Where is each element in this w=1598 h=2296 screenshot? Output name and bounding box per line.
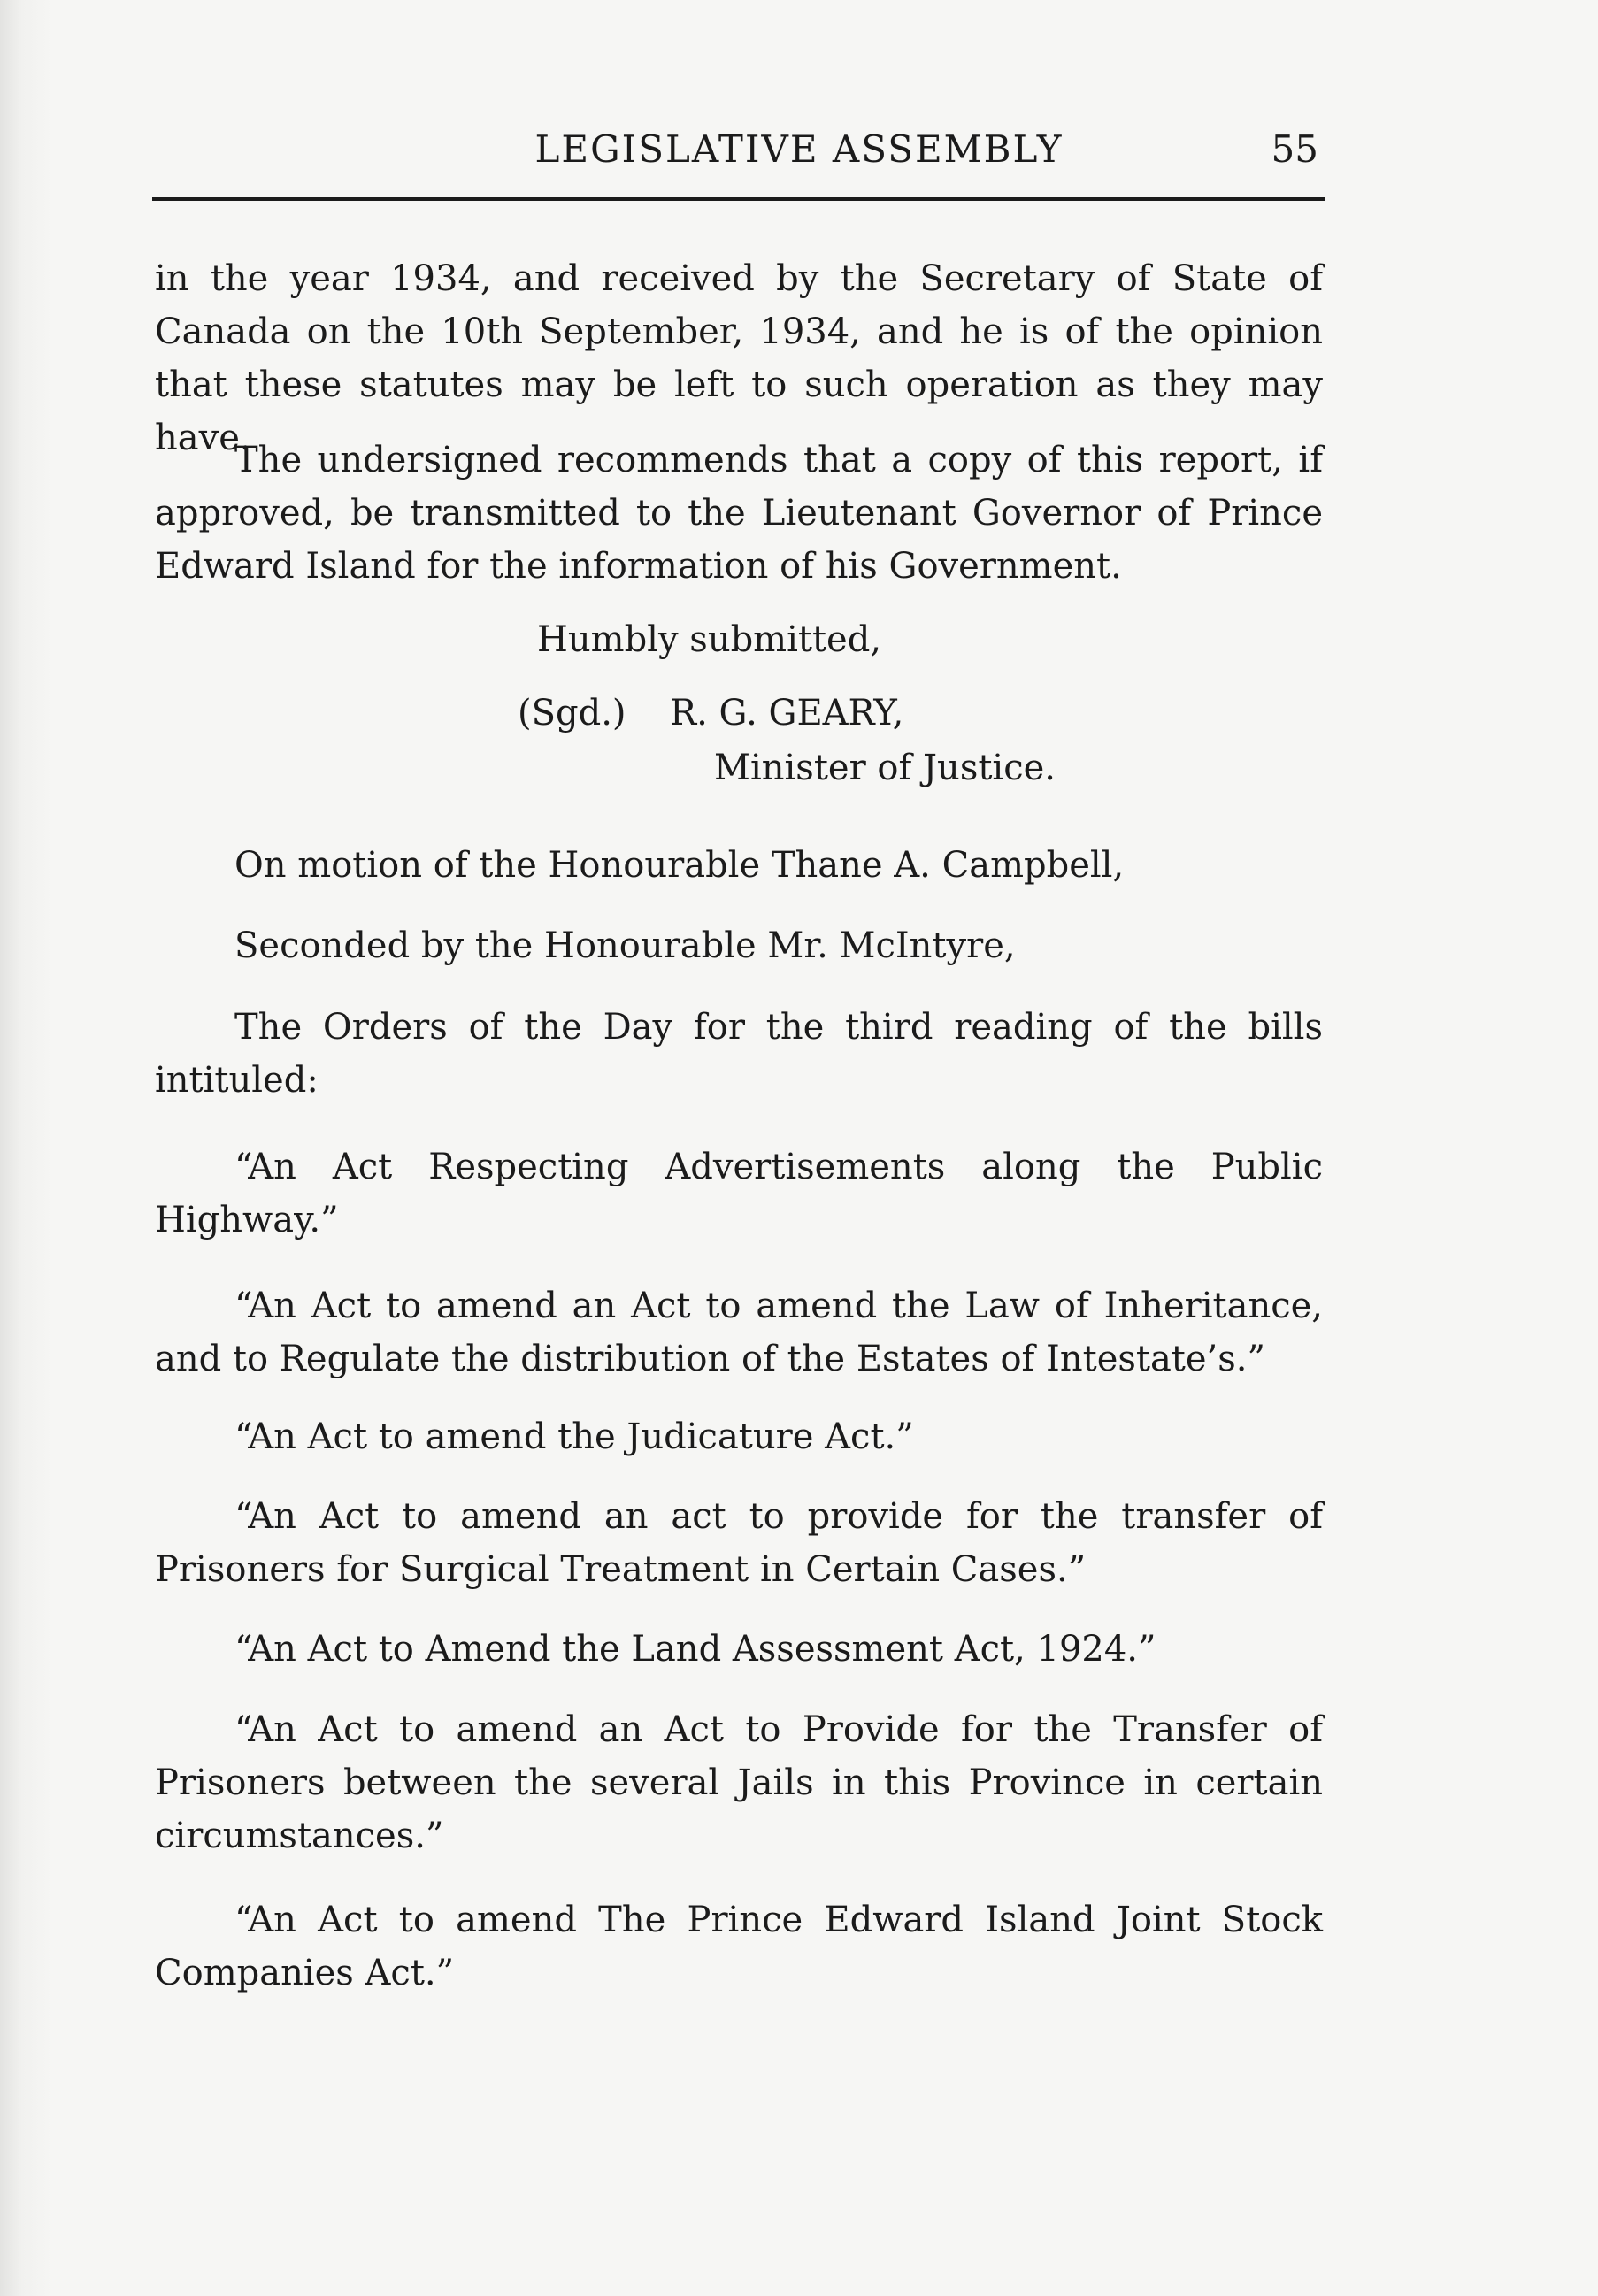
orders-paragraph: The Orders of the Day for the third reading of the bills intituled:: [155, 1007, 1323, 1101]
paragraph-recommendation: The undersigned recommends that a copy of this report, if approved, be transmitted to the Lieutenant Governor of Prince Edward Island for the information of his Government.: [155, 440, 1323, 587]
bill-title: “An Act to amend an act to provide for the transfer of Prisoners for Surgical Treatment in Certain Cases.”: [155, 1496, 1323, 1590]
running-header: LEGISLATIVE ASSEMBLY: [534, 127, 1064, 171]
bill-title: “An Act to amend The Prince Edward Island Joint Stock Companies Act.”: [155, 1900, 1323, 1993]
bill-title: “An Act to amend the Judicature Act.”: [234, 1417, 914, 1457]
bill-title: “An Act to Amend the Land Assessment Act, 1924.”: [234, 1629, 1156, 1670]
header-rule: [152, 197, 1325, 201]
motion-paragraph: On motion of the Honourable Thane A. Campbell,: [234, 845, 1125, 886]
paragraph-continuation: in the year 1934, and received by the Secretary of State of Canada on the 10th September, 1934, and he is of the opinion that these statutes may be left to such operation as they may have.: [155, 258, 1323, 458]
signatory-title: Minister of Justice.: [714, 748, 1056, 788]
seconded-paragraph: Seconded by the Honourable Mr. McIntyre,: [234, 925, 1016, 966]
bill-title: “An Act Respecting Advertisements along the Public Highway.”: [155, 1147, 1323, 1240]
closing-line: Humbly submitted,: [537, 619, 882, 660]
bill-title: “An Act to amend an Act to Provide for the Transfer of Prisoners between the several Jails in this Province in certain circumstances.”: [155, 1709, 1323, 1856]
bill-title: “An Act to amend an Act to amend the Law of Inheritance, and to Regulate the distribution of the Estates of Intestate’s.”: [155, 1286, 1323, 1379]
page-number: 55: [1271, 127, 1318, 171]
signatory-name: R. G. GEARY,: [670, 693, 904, 733]
signed-mark: (Sgd.): [518, 693, 626, 733]
